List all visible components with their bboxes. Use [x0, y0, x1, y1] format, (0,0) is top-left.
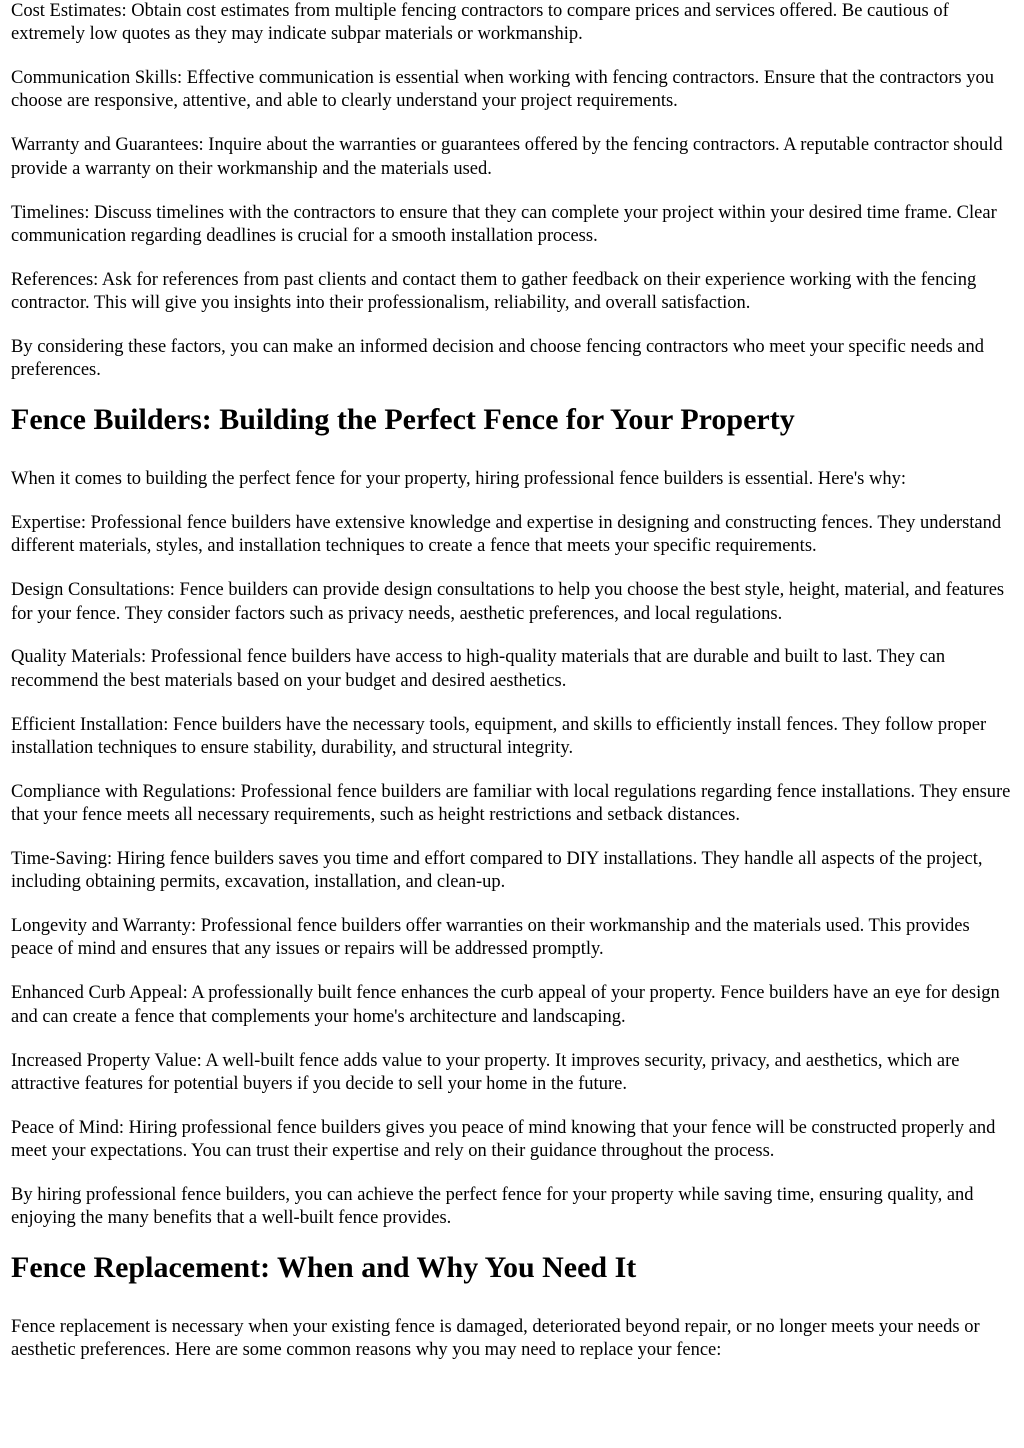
paragraph-communication-skills: Communication Skills: Effective communication is essential when working with fencing contractors. Ensure that the contractors you choose are responsive, attentive, and able to clearly understand your project requirements.	[11, 68, 995, 112]
paragraph-timelines: Timelines: Discuss timelines with the contractors to ensure that they can complete your project within your desired time frame. Clear communication regarding deadlines is crucial for a smooth installation process.	[11, 202, 997, 246]
paragraph-curb-appeal: Enhanced Curb Appeal: A professionally built fence enhances the curb appeal of your property. Fence builders have an eye for design and can create a fence that complements your home's architecture and landscaping.	[11, 983, 1000, 1027]
paragraph-property-value: Increased Property Value: A well-built fence adds value to your property. It improves security, privacy, and aesthetics, which are attractive features for potential buyers if you decide to sell your home in the future.	[11, 1050, 960, 1094]
paragraph-longevity-warranty: Longevity and Warranty: Professional fence builders offer warranties on their workmanship and the materials used. This provides peace of mind and ensures that any issues or repairs will be addressed promptly.	[11, 916, 970, 960]
paragraph-builders-conclusion: By hiring professional fence builders, you can achieve the perfect fence for your property while saving time, ensuring quality, and enjoying the many benefits that a well-built fence provides.	[11, 1184, 974, 1229]
paragraph-expertise: Expertise: Professional fence builders have extensive knowledge and expertise in designing and constructing fences. They understand different materials, styles, and installation techniques to create a fence that meets your specific requirements.	[11, 513, 1002, 557]
paragraph-quality-materials: Quality Materials: Professional fence builders have access to high-quality materials that are durable and built to last. They can recommend the best materials based on your budget and desired aesthetics.	[11, 647, 946, 691]
paragraph-replacement-intro: Fence replacement is necessary when your existing fence is damaged, deteriorated beyond repair, or no longer meets your needs or aesthetic preferences. Here are some common reasons why you may need to replace your fence:	[11, 1317, 980, 1361]
paragraph-peace-of-mind: Peace of Mind: Hiring professional fence builders gives you peace of mind knowing that your fence will be constructed properly and meet your expectations. You can trust their expertise and rely on their guidance throughout the process.	[11, 1117, 996, 1161]
paragraph-compliance: Compliance with Regulations: Professional fence builders are familiar with local regulations regarding fence installations. They ensure that your fence meets all necessary requirements, such as height restrictions and setback distances.	[11, 781, 1011, 826]
paragraph-considering-factors: By considering these factors, you can make an informed decision and choose fencing contractors who meet your specific needs and preferences.	[11, 336, 984, 381]
heading-fence-replacement: Fence Replacement: When and Why You Need It	[11, 1251, 637, 1285]
paragraph-time-saving: Time-Saving: Hiring fence builders saves you time and effort compared to DIY installations. They handle all aspects of the project, including obtaining permits, excavation, installation, and clean-up.	[11, 848, 983, 893]
paragraph-cost-estimates: Cost Estimates: Obtain cost estimates from multiple fencing contractors to compare prices and services offered. Be cautious of extremely low quotes as they may indicate subpar materials or workmanship.	[11, 1, 949, 45]
paragraph-builders-intro: When it comes to building the perfect fence for your property, hiring professional fence builders is essential. Here's why:	[11, 469, 906, 490]
paragraph-references: References: Ask for references from past clients and contact them to gather feedback on their experience working with the fencing contractor. This will give you insights into their professionalism, reliability, and overall satisfaction.	[11, 269, 977, 314]
paragraph-design-consultations: Design Consultations: Fence builders can provide design consultations to help you choose the best style, height, material, and features for your fence. They consider factors such as privacy needs, aesthetic preferences, and local regulations.	[11, 580, 1005, 624]
paragraph-efficient-installation: Efficient Installation: Fence builders have the necessary tools, equipment, and skills to efficiently install fences. They follow proper installation techniques to ensure stability, durability, and structural integrity.	[11, 714, 987, 758]
paragraph-warranty-guarantees: Warranty and Guarantees: Inquire about the warranties or guarantees offered by the fencing contractors. A reputable contractor should provide a warranty on their workmanship and the materials used.	[11, 135, 1003, 179]
heading-fence-builders: Fence Builders: Building the Perfect Fence for Your Property	[11, 403, 795, 437]
